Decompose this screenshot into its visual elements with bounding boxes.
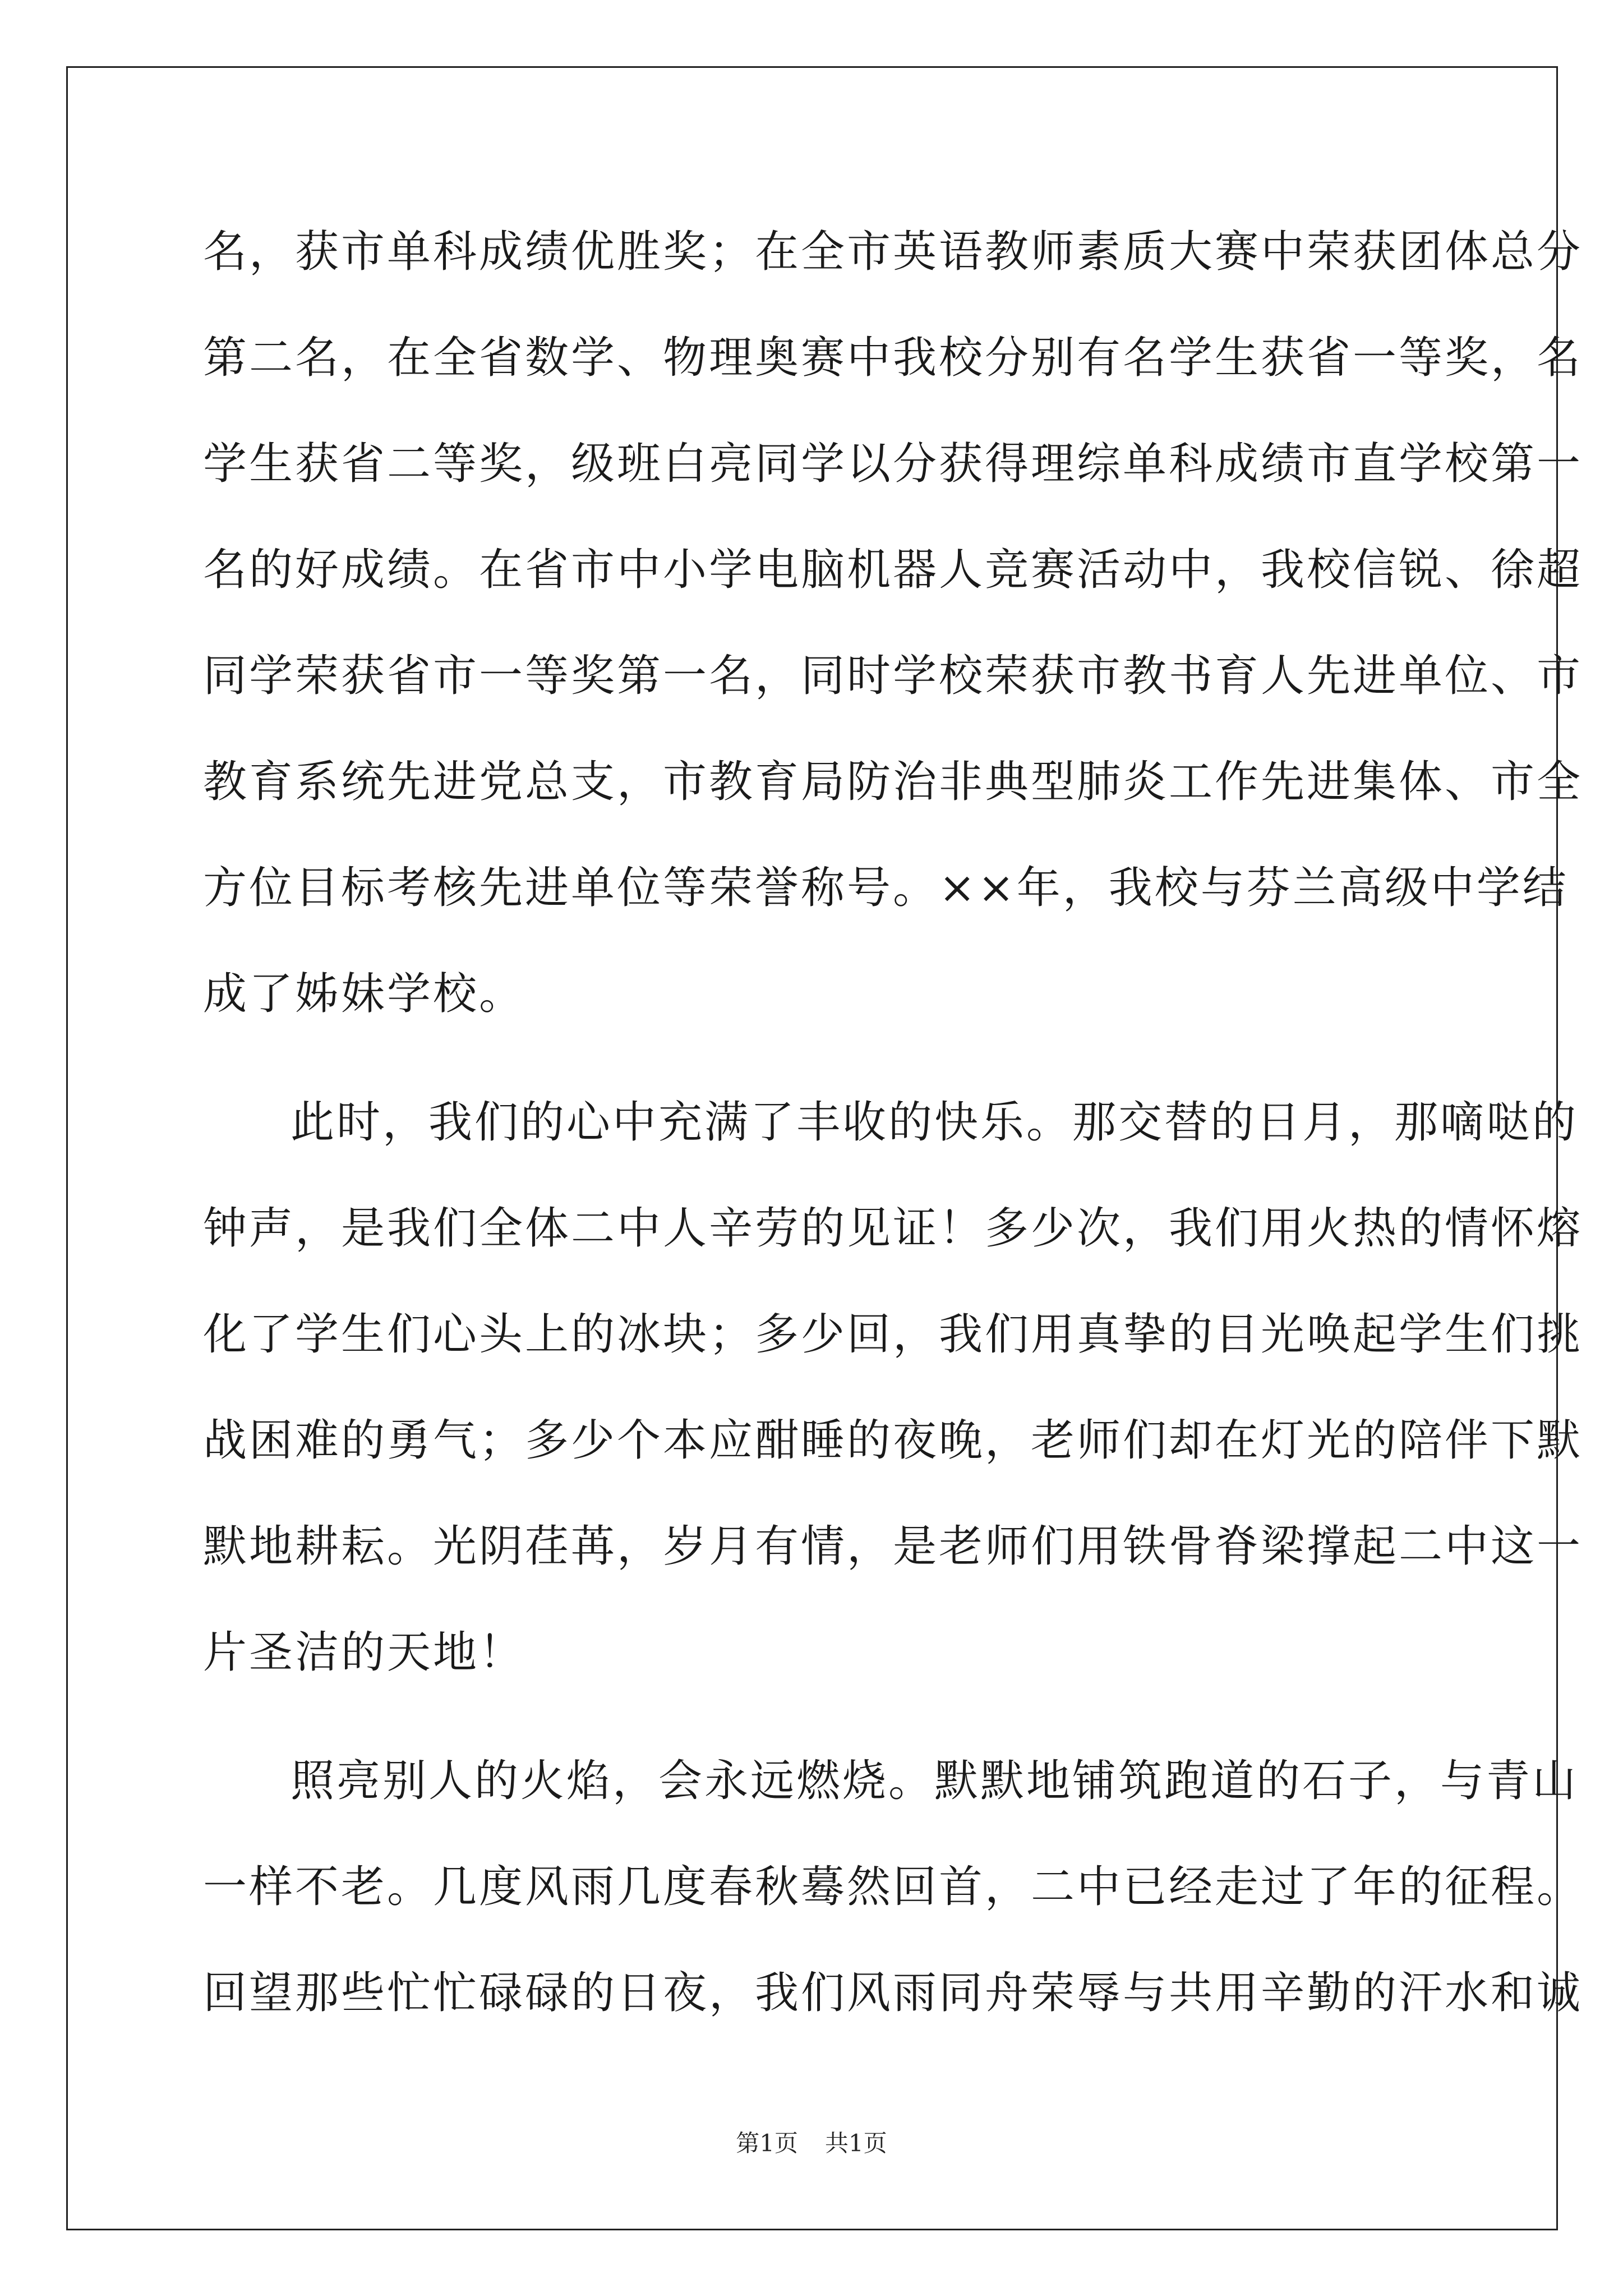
text-line: 教育系统先进党总支，市教育局防治非典型肺炎工作先进集体、市全 bbox=[203, 757, 1583, 807]
page-total: 共1页 bbox=[825, 2129, 887, 2157]
text-line: 第二名，在全省数学、物理奥赛中我校分别有名学生获省一等奖，名 bbox=[203, 333, 1583, 383]
text-line: 照亮别人的火焰，会永远燃烧。默默地铺筑跑道的石子，与青山 bbox=[291, 1756, 1579, 1806]
text-line: 方位目标考核先进单位等荣誉称号。××年，我校与芬兰高级中学结 bbox=[203, 863, 1569, 913]
text-line: 同学荣获省市一等奖第一名，同时学校荣获市教书育人先进单位、市 bbox=[203, 651, 1583, 701]
text-line: 成了姊妹学校。 bbox=[203, 969, 525, 1019]
text-line: 名，获市单科成绩优胜奖；在全市英语教师素质大赛中荣获团体总分 bbox=[203, 227, 1583, 277]
document-body bbox=[203, 199, 1583, 2046]
text-line: 学生获省二等奖，级班白亮同学以分获得理综单科成绩市直学校第一 bbox=[203, 439, 1583, 489]
text-line: 钟声，是我们全体二中人辛劳的见证！多少次，我们用火热的情怀熔 bbox=[203, 1203, 1583, 1254]
paragraph bbox=[203, 1728, 1583, 2046]
text-line: 战困难的勇气；多少个本应酣睡的夜晚，老师们却在灯光的陪伴下默 bbox=[203, 1415, 1583, 1466]
paragraph bbox=[203, 199, 1583, 1047]
text-line: 此时，我们的心中充满了丰收的快乐。那交替的日月，那嘀哒的 bbox=[291, 1097, 1579, 1148]
text-line: 默地耕耘。光阴荏苒，岁月有情，是老师们用铁骨脊梁撑起二中这一 bbox=[203, 1521, 1583, 1572]
text-line: 名的好成绩。在省市中小学电脑机器人竞赛活动中，我校信锐、徐超 bbox=[203, 545, 1583, 595]
paragraph bbox=[203, 1070, 1583, 1706]
text-line: 片圣洁的天地！ bbox=[203, 1627, 525, 1678]
text-line: 化了学生们心头上的冰块；多少回，我们用真挚的目光唤起学生们挑 bbox=[203, 1309, 1583, 1360]
page-footer bbox=[0, 2125, 1623, 2159]
text-line: 一样不老。几度风雨几度春秋蓦然回首，二中已经走过了年的征程。 bbox=[203, 1862, 1583, 1912]
text-line: 回望那些忙忙碌碌的日夜，我们风雨同舟荣辱与共用辛勤的汗水和诚 bbox=[203, 1968, 1583, 2018]
page-number: 第1页 bbox=[736, 2129, 798, 2157]
